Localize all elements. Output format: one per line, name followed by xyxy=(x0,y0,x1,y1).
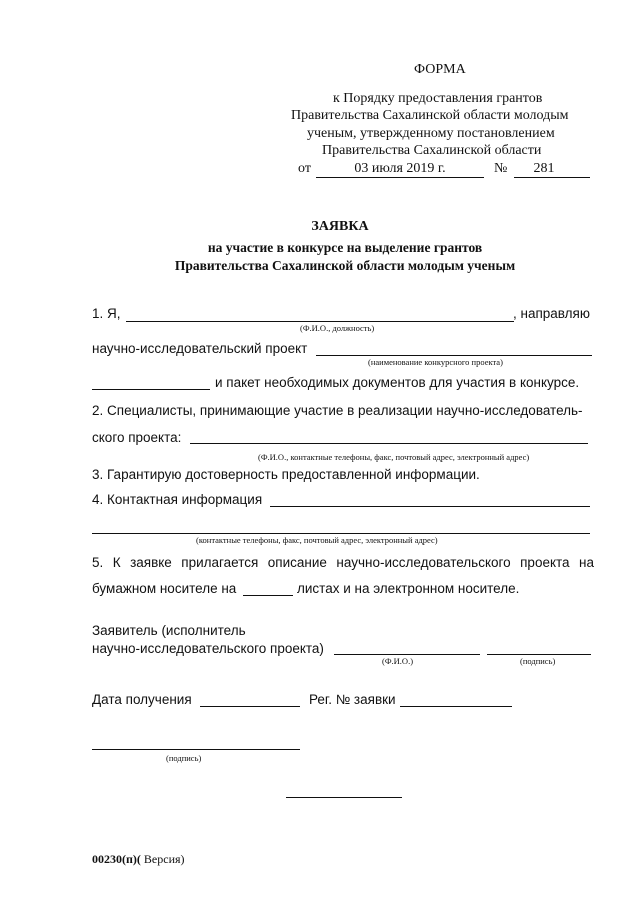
p1-start: 1. Я, xyxy=(92,306,121,321)
number-prefix: № xyxy=(494,161,508,176)
project-name-field[interactable] xyxy=(316,355,592,356)
separator-line xyxy=(286,797,402,798)
p5-line2a: бумажном носителе на xyxy=(92,581,237,596)
header-line-3: ученым, утвержденному постановлением xyxy=(307,126,555,141)
document-code xyxy=(92,852,185,867)
header-line-1: к Порядку предоставления грантов xyxy=(333,91,543,106)
date-received-label: Дата получения xyxy=(92,692,192,707)
contact-field[interactable] xyxy=(270,506,590,507)
header-line-2: Правительства Сахалинской области молодым xyxy=(291,108,569,123)
code-text: 00230(п)( xyxy=(92,852,141,866)
date-underline xyxy=(316,177,484,178)
date-received-field[interactable] xyxy=(200,706,300,707)
number-value: 281 xyxy=(533,161,555,176)
p2-line1: 2. Специалисты, принимающие участие в реализации научно-исследователь- xyxy=(92,403,583,418)
title-sub-2: Правительства Сахалинской области молодым ученым xyxy=(174,258,516,273)
date-value: 03 июля 2019 г. xyxy=(354,161,446,176)
reg-number-label: Рег. № заявки xyxy=(309,692,396,707)
title-sub-1: на участие в конкурсе на выделение грантов xyxy=(207,240,483,255)
applicant-line-2: научно-исследовательского проекта) xyxy=(92,641,324,656)
p4-label: 4. Контактная информация xyxy=(92,492,263,507)
p2-note: (Ф.И.О., контактные телефоны, факс, почтовый адрес, электронный адрес) xyxy=(258,452,530,462)
specialists-field[interactable] xyxy=(190,443,588,444)
contact-field-cont[interactable] xyxy=(92,533,590,534)
sheets-count-field[interactable] xyxy=(243,595,293,596)
p4-note: (контактные телефоны, факс, почтовый адрес, электронный адрес) xyxy=(196,535,438,545)
applicant-fio-field[interactable] xyxy=(334,654,480,655)
p3-text: 3. Гарантирую достоверность предоставленной информации. xyxy=(92,467,480,482)
reg-number-field[interactable] xyxy=(400,706,512,707)
bottom-sign-field[interactable] xyxy=(92,749,300,750)
fio-note: (Ф.И.О.) xyxy=(382,656,414,666)
fio-field[interactable] xyxy=(126,321,514,322)
header-line-4: Правительства Сахалинской области xyxy=(322,143,542,158)
p2-line2: ского проекта: xyxy=(92,430,182,445)
date-prefix: от xyxy=(298,161,311,176)
p5-line2b: листах и на электронном носителе. xyxy=(297,581,520,596)
form-label: ФОРМА xyxy=(414,62,466,77)
applicant-line-1: Заявитель (исполнитель xyxy=(92,623,246,638)
p1-note: (Ф.И.О., должность) xyxy=(300,323,375,333)
sign-note: (подпись) xyxy=(520,656,556,666)
bottom-sign-note: (подпись) xyxy=(166,753,202,763)
p5-line1: 5. К заявке прилагается описание научно-исследовательского проекта на xyxy=(92,555,594,570)
p1-note2: (наименование конкурсного проекта) xyxy=(368,357,503,367)
p1-line2: научно-исследовательский проект xyxy=(92,341,308,356)
number-underline xyxy=(514,177,590,178)
project-name-field-cont[interactable] xyxy=(92,389,210,390)
p1-end: , направляю xyxy=(513,306,590,321)
p1-line3: и пакет необходимых документов для участия в конкурсе. xyxy=(215,375,580,390)
document-title: ЗАЯВКА xyxy=(311,219,369,234)
version-text: Версия) xyxy=(140,852,185,866)
applicant-sign-field[interactable] xyxy=(487,654,591,655)
